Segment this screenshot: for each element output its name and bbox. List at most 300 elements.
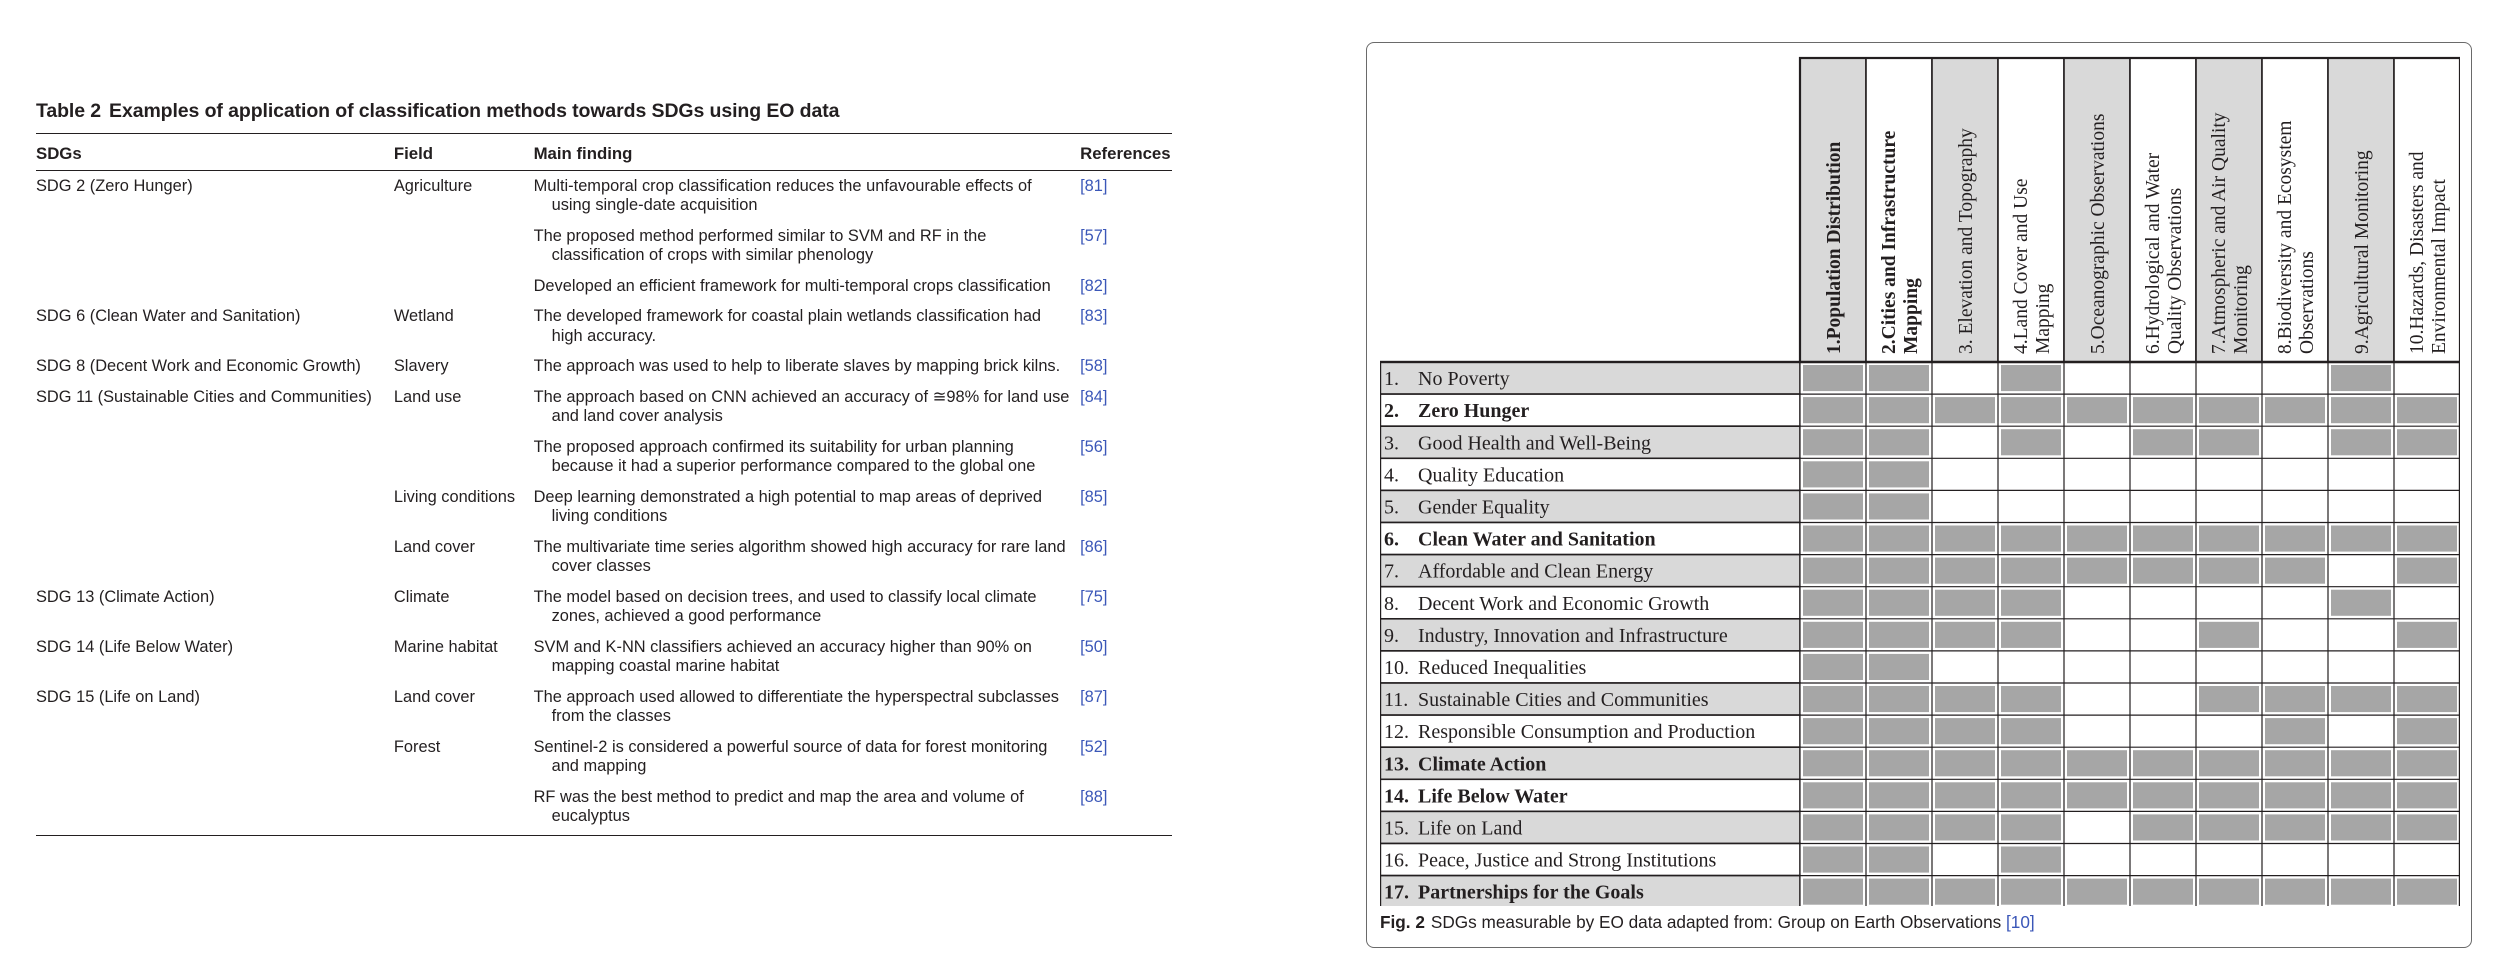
matrix-cell-filled	[2133, 782, 2193, 808]
table-row	[36, 582, 1172, 632]
matrix-cell-filled	[1803, 590, 1863, 616]
matrix-cell-filled	[2331, 590, 2391, 616]
row-label: Reduced Inequalities	[1418, 656, 1587, 679]
matrix-cell-bg	[2196, 844, 2262, 876]
finding-cell: The model based on decision trees, and used to classify local climate zones, achieved a good performance	[533, 587, 1037, 625]
reference-link[interactable]: [86]	[1080, 537, 1108, 556]
table-number: Table 2	[36, 100, 102, 122]
row-number: 11.	[1384, 689, 1409, 712]
matrix-cell-filled	[1869, 590, 1929, 616]
matrix-cell-filled	[1803, 686, 1863, 712]
matrix-cell-bg	[2262, 362, 2328, 394]
row-label: Life Below Water	[1418, 785, 1568, 808]
row-number: 6.	[1384, 528, 1399, 551]
matrix-cell-bg	[1932, 844, 1998, 876]
row-number: 1.	[1384, 368, 1399, 391]
matrix-cell-bg	[2130, 362, 2196, 394]
reference-link[interactable]: [58]	[1080, 357, 1108, 375]
field-cell: Land cover	[393, 687, 475, 706]
row-label: Clean Water and Sanitation	[1418, 528, 1656, 551]
matrix-cell-filled	[2331, 750, 2391, 776]
sdg-cell: SDG 14 (Life Below Water)	[36, 637, 234, 656]
finding-cell: Developed an efficient framework for multi-temporal crops classification	[533, 276, 1051, 295]
matrix-cell-filled	[1935, 782, 1995, 808]
header-field: Field	[394, 134, 534, 171]
matrix-cell-bg	[2130, 651, 2196, 683]
reference-link[interactable]: [81]	[1080, 176, 1108, 195]
matrix-cell-filled	[1935, 879, 1995, 905]
matrix-cell-bg	[2394, 651, 2460, 683]
matrix-cell-filled	[2001, 847, 2061, 873]
matrix-cell-bg	[2064, 426, 2130, 458]
row-number: 2.	[1384, 400, 1399, 423]
matrix-cell-filled	[2397, 526, 2457, 552]
sdg-cell: SDG 8 (Decent Work and Economic Growth)	[36, 357, 361, 375]
matrix-cell-filled	[2199, 750, 2259, 776]
column-header-label: 10.Hazards, Disasters and	[2407, 151, 2428, 354]
matrix-cell-filled	[2199, 397, 2259, 423]
matrix-cell-bg	[2196, 715, 2262, 747]
matrix-cell-filled	[2331, 879, 2391, 905]
finding-cell: SVM and K-NN classifiers achieved an accuracy higher than 90% on mapping coastal marine habitat	[533, 637, 1032, 675]
row-number: 15.	[1384, 817, 1409, 840]
reference-link[interactable]: [52]	[1080, 737, 1108, 756]
matrix-cell-filled	[1869, 622, 1929, 648]
matrix-cell-filled	[1803, 429, 1863, 455]
matrix-cell-bg	[2130, 619, 2196, 651]
matrix-cell-filled	[1869, 686, 1929, 712]
row-number: 14.	[1384, 785, 1409, 808]
row-label: Life on Land	[1418, 817, 1523, 840]
row-number: 4.	[1384, 464, 1399, 487]
matrix-cell-filled	[1803, 558, 1863, 584]
header-sdgs: SDGs	[36, 134, 394, 171]
matrix-cell-bg	[2130, 458, 2196, 490]
row-number: 12.	[1384, 721, 1409, 744]
table-row	[36, 271, 1172, 302]
reference-link[interactable]: [83]	[1080, 307, 1108, 325]
matrix-cell-filled	[1869, 879, 1929, 905]
finding-cell: The approach was used to help to liberate slaves by mapping brick kilns.	[533, 357, 1061, 375]
matrix-cell-filled	[2199, 622, 2259, 648]
matrix-cell-filled	[1869, 429, 1929, 455]
column-header-label: 5.Oceanographic Observations	[2088, 113, 2109, 354]
matrix-cell-filled	[1803, 526, 1863, 552]
reference-link[interactable]: [57]	[1080, 226, 1108, 245]
table-body	[36, 170, 1172, 835]
matrix-cell-bg	[2262, 426, 2328, 458]
classification-table	[36, 133, 1172, 836]
matrix-cell-filled	[2067, 750, 2127, 776]
figure-caption-text: SDGs measurable by EO data adapted from: Group on Earth Observations	[1430, 912, 2002, 932]
matrix-cell-bg	[2064, 619, 2130, 651]
matrix-cell-filled	[1935, 558, 1995, 584]
matrix-cell-filled	[2265, 526, 2325, 552]
matrix-cell-filled	[1803, 782, 1863, 808]
table-caption	[36, 100, 1172, 123]
matrix-cell-bg	[2394, 490, 2460, 522]
matrix-cell-filled	[2199, 686, 2259, 712]
matrix-cell-bg	[1932, 458, 1998, 490]
row-label: Affordable and Clean Energy	[1418, 560, 1654, 583]
matrix-cell-filled	[2001, 686, 2061, 712]
matrix-cell-filled	[2199, 526, 2259, 552]
finding-cell: The proposed method performed similar to SVM and RF in the classification of crops with similar phenology	[533, 226, 987, 264]
table-row	[36, 432, 1172, 482]
column-header-label: 3. Elevation and Topography	[1956, 128, 1977, 354]
matrix-cell-filled	[1869, 461, 1929, 487]
row-label: Gender Equality	[1418, 496, 1550, 519]
matrix-cell-bg	[2328, 651, 2394, 683]
row-label: Quality Education	[1418, 464, 1565, 487]
column-header-label: 6.Hydrological and Water	[2143, 152, 2164, 354]
matrix-cell-bg	[2394, 587, 2460, 619]
matrix-cell-filled	[2001, 429, 2061, 455]
matrix-cell-bg	[2262, 490, 2328, 522]
matrix-cell-filled	[1869, 782, 1929, 808]
table-row	[36, 482, 1172, 532]
matrix-cell-filled	[1935, 814, 1995, 840]
matrix-cell-filled	[1803, 879, 1863, 905]
table-2	[36, 100, 1172, 836]
row-number: 13.	[1384, 753, 1409, 776]
finding-cell: RF was the best method to predict and map the area and volume of eucalyptus	[534, 782, 1075, 836]
matrix-cell-filled	[2397, 397, 2457, 423]
finding-cell: Sentinel-2 is considered a powerful source of data for forest monitoring and mapping	[533, 737, 1048, 775]
column-header-label: Observations	[2297, 251, 2318, 354]
matrix-cell-filled	[1803, 622, 1863, 648]
matrix-cell-filled	[2265, 814, 2325, 840]
matrix-cell-bg	[2262, 458, 2328, 490]
matrix-cell-filled	[2133, 397, 2193, 423]
field-cell: Marine habitat	[393, 637, 498, 656]
matrix-cell-filled	[1935, 622, 1995, 648]
matrix-cell-bg	[2328, 844, 2394, 876]
matrix-cell-filled	[2397, 814, 2457, 840]
finding-cell: The developed framework for coastal plain wetlands classification had high accuracy.	[533, 307, 1042, 345]
row-number: 7.	[1384, 560, 1399, 583]
field-cell	[394, 432, 534, 482]
field-cell: Land use	[393, 387, 462, 406]
matrix-cell-bg	[1932, 426, 1998, 458]
matrix-cell-bg	[2328, 490, 2394, 522]
reference-link[interactable]: [85]	[1080, 487, 1108, 506]
matrix-cell-filled	[2265, 782, 2325, 808]
column-header-label: Quality Observations	[2165, 187, 2186, 354]
row-label: Zero Hunger	[1418, 400, 1530, 423]
header-main-finding: Main finding	[534, 134, 1075, 171]
row-number: 17.	[1384, 881, 1409, 904]
matrix-cell-filled	[1869, 526, 1929, 552]
matrix-cell-filled	[2265, 879, 2325, 905]
matrix-cell-bg	[2130, 490, 2196, 522]
reference-link[interactable]: [75]	[1080, 587, 1108, 606]
sdg-eo-matrix	[1380, 56, 2460, 906]
matrix-cell-bg	[2064, 458, 2130, 490]
column-header-label: Monitoring	[2231, 265, 2252, 354]
table-row	[36, 301, 1172, 351]
matrix-cell-filled	[2001, 814, 2061, 840]
matrix-cell-bg	[2328, 458, 2394, 490]
reference-link[interactable]: [56]	[1080, 437, 1108, 456]
matrix-cell-bg	[2064, 651, 2130, 683]
matrix-cell-filled	[2265, 397, 2325, 423]
field-cell: Climate	[393, 587, 450, 606]
matrix-cell-filled	[1803, 461, 1863, 487]
matrix-cell-bg	[1998, 458, 2064, 490]
matrix-cell-filled	[2199, 558, 2259, 584]
matrix-cell-bg	[2328, 555, 2394, 587]
matrix-cell-filled	[1935, 397, 1995, 423]
matrix-cell-filled	[2067, 397, 2127, 423]
figure-caption	[1380, 912, 2035, 933]
matrix-cell-bg	[1932, 490, 1998, 522]
matrix-cell-filled	[1869, 397, 1929, 423]
matrix-cell-filled	[2001, 622, 2061, 648]
sdg-cell	[36, 532, 394, 582]
matrix-cell-bg	[2196, 587, 2262, 619]
matrix-cell-filled	[2001, 526, 2061, 552]
matrix-cell-filled	[2265, 558, 2325, 584]
matrix-cell-bg	[2064, 715, 2130, 747]
reference-link[interactable]: [84]	[1080, 387, 1108, 406]
matrix-cell-filled	[2001, 782, 2061, 808]
column-header-label: Mapping	[1901, 278, 1922, 354]
matrix-cell-filled	[2331, 429, 2391, 455]
table-row	[36, 170, 1172, 221]
table-row	[36, 732, 1172, 782]
matrix-cell-filled	[2199, 782, 2259, 808]
matrix-cell-filled	[1935, 590, 1995, 616]
matrix-cell-filled	[2397, 558, 2457, 584]
matrix-cell-filled	[1803, 365, 1863, 391]
field-cell	[394, 221, 534, 271]
reference-link[interactable]: [87]	[1080, 687, 1108, 706]
row-label: No Poverty	[1418, 368, 1510, 391]
matrix-cell-filled	[1803, 493, 1863, 519]
matrix-cell-filled	[1935, 718, 1995, 744]
matrix-cell-filled	[2001, 718, 2061, 744]
row-label: Responsible Consumption and Production	[1418, 721, 1756, 744]
column-header-label: Environmental Impact	[2429, 179, 2450, 354]
row-label: Sustainable Cities and Communities	[1418, 689, 1709, 712]
matrix-cell-filled	[2331, 397, 2391, 423]
figure-number: Fig. 2	[1380, 912, 1425, 932]
matrix-cell-filled	[1869, 718, 1929, 744]
matrix-cell-filled	[2133, 750, 2193, 776]
row-label: Partnerships for the Goals	[1418, 881, 1644, 904]
reference-link[interactable]: [82]	[1080, 276, 1108, 295]
reference-link[interactable]: [50]	[1080, 637, 1108, 656]
matrix-cell-filled	[1935, 526, 1995, 552]
row-number: 3.	[1384, 432, 1399, 455]
field-cell	[394, 782, 534, 836]
matrix-cell-filled	[1869, 558, 1929, 584]
matrix-cell-filled	[2331, 365, 2391, 391]
sdg-cell	[36, 432, 394, 482]
table-row	[36, 351, 1172, 382]
matrix-cell-filled	[2001, 397, 2061, 423]
matrix-cell-filled	[2001, 879, 2061, 905]
finding-cell: Deep learning demonstrated a high potential to map areas of deprived living conditions	[533, 487, 1043, 525]
matrix-cell-bg	[2130, 587, 2196, 619]
sdg-cell	[36, 782, 394, 836]
matrix-cell-filled	[2199, 879, 2259, 905]
row-label: Climate Action	[1418, 753, 1547, 776]
matrix-cell-filled	[2067, 558, 2127, 584]
matrix-cell-bg	[2064, 362, 2130, 394]
matrix-cell-bg	[2328, 619, 2394, 651]
matrix-cell-bg	[2064, 683, 2130, 715]
matrix-cell-filled	[1803, 397, 1863, 423]
table-row	[36, 632, 1172, 682]
row-number: 16.	[1384, 849, 1409, 872]
matrix-cell-bg	[2064, 587, 2130, 619]
column-header-label: 8.Biodiversity and Ecosystem	[2275, 120, 2296, 354]
matrix-cell-bg	[2064, 811, 2130, 843]
matrix-cell-bg	[2262, 619, 2328, 651]
sdg-cell	[36, 221, 394, 271]
matrix-cell-filled	[2199, 429, 2259, 455]
matrix-cell-bg	[2328, 715, 2394, 747]
matrix-cell-bg	[2196, 362, 2262, 394]
matrix-cell-filled	[2331, 782, 2391, 808]
matrix-cell-bg	[2394, 844, 2460, 876]
matrix-cell-bg	[2064, 490, 2130, 522]
matrix-cell-filled	[2397, 879, 2457, 905]
matrix-cell-filled	[2067, 879, 2127, 905]
matrix-cell-filled	[1869, 814, 1929, 840]
matrix-cell-bg	[2130, 844, 2196, 876]
matrix-cell-bg	[2130, 683, 2196, 715]
field-cell: Slavery	[393, 357, 449, 375]
column-header-label: 2.Cities and Infrastructure	[1879, 130, 1900, 354]
sdg-cell: SDG 6 (Clean Water and Sanitation)	[36, 307, 301, 325]
matrix-cell-filled	[2397, 622, 2457, 648]
field-cell: Forest	[393, 737, 441, 756]
figure-caption-ref[interactable]: [10]	[2006, 912, 2035, 932]
row-number: 9.	[1384, 624, 1399, 647]
matrix-cell-filled	[1869, 365, 1929, 391]
matrix-cell-bg	[2262, 651, 2328, 683]
row-label: Industry, Innovation and Infrastructure	[1418, 624, 1728, 647]
field-cell: Living conditions	[393, 487, 516, 506]
sdg-cell	[36, 482, 394, 532]
matrix-cell-filled	[2331, 526, 2391, 552]
table-row	[36, 532, 1172, 582]
matrix-cell-filled	[2067, 782, 2127, 808]
finding-cell: The approach used allowed to differentiate the hyperspectral subclasses from the classes	[533, 687, 1060, 725]
matrix-cell-filled	[2265, 718, 2325, 744]
matrix-cell-bg	[2394, 458, 2460, 490]
sdg-cell	[36, 732, 394, 782]
column-header-label: 9.Agricultural Monitoring	[2352, 150, 2373, 354]
matrix-cell-filled	[1803, 750, 1863, 776]
matrix-cell-filled	[1803, 814, 1863, 840]
matrix-cell-filled	[1869, 847, 1929, 873]
finding-cell: The multivariate time series algorithm showed high accuracy for rare land cover classes	[533, 537, 1066, 575]
matrix-cell-filled	[2001, 365, 2061, 391]
header-references: References	[1074, 134, 1172, 171]
field-cell: Agriculture	[393, 176, 473, 195]
row-label: Peace, Justice and Strong Institutions	[1418, 849, 1717, 872]
matrix-cell-filled	[1869, 750, 1929, 776]
matrix-cell-bg	[2262, 587, 2328, 619]
table-row	[36, 382, 1172, 432]
sdg-cell: SDG 11 (Sustainable Cities and Communities)	[36, 387, 372, 406]
matrix-cell-filled	[2133, 879, 2193, 905]
matrix-cell-filled	[2397, 718, 2457, 744]
matrix-cell-filled	[2001, 590, 2061, 616]
matrix-cell-filled	[2397, 750, 2457, 776]
matrix-cell-filled	[2265, 686, 2325, 712]
row-label: Good Health and Well-Being	[1418, 432, 1651, 455]
matrix-cell-bg	[2064, 844, 2130, 876]
matrix-cell-bg	[1998, 651, 2064, 683]
matrix-cell-filled	[2199, 814, 2259, 840]
matrix-cell-bg	[1932, 651, 1998, 683]
matrix-cell-filled	[2067, 526, 2127, 552]
table-row	[36, 682, 1172, 732]
table-header-row	[36, 134, 1172, 171]
field-cell: Wetland	[393, 307, 454, 325]
column-header-label: 4.Land Cover and Use	[2011, 178, 2032, 354]
matrix-cell-filled	[1935, 686, 1995, 712]
row-number: 8.	[1384, 592, 1399, 615]
row-number: 5.	[1384, 496, 1399, 519]
finding-cell: The proposed approach confirmed its suitability for urban planning because it had a superior performance compared to the global one	[533, 437, 1036, 475]
matrix-cell-filled	[1869, 493, 1929, 519]
matrix-cell-filled	[2397, 686, 2457, 712]
sdg-cell: SDG 15 (Life on Land)	[36, 687, 201, 706]
column-header-label: Mapping	[2033, 283, 2054, 354]
matrix-cell-filled	[1935, 750, 1995, 776]
matrix-cell-filled	[2133, 526, 2193, 552]
matrix-cell-filled	[2397, 782, 2457, 808]
reference-link[interactable]: [88]	[1074, 782, 1172, 836]
matrix-cell-filled	[1803, 654, 1863, 680]
matrix-cell-bg	[2196, 490, 2262, 522]
table-row	[36, 221, 1172, 271]
matrix-cell-filled	[2397, 429, 2457, 455]
table-title: Examples of application of classification methods towards SDGs using EO data	[109, 100, 840, 122]
matrix-cell-filled	[2001, 750, 2061, 776]
column-header-label: 7.Atmospheric and Air Quality	[2209, 112, 2230, 354]
matrix-cell-filled	[2133, 814, 2193, 840]
field-cell: Land cover	[393, 537, 475, 556]
sdg-cell: SDG 13 (Climate Action)	[36, 587, 215, 606]
sdg-cell	[36, 271, 394, 302]
matrix-cell-filled	[2133, 558, 2193, 584]
matrix-cell-bg	[1932, 362, 1998, 394]
matrix-cell-filled	[1869, 654, 1929, 680]
row-number: 10.	[1384, 656, 1409, 679]
table-row	[36, 782, 1172, 836]
finding-cell: Multi-temporal crop classification reduces the unfavourable effects of using single-date acquisition	[533, 176, 1032, 214]
matrix-cell-filled	[2001, 558, 2061, 584]
matrix-cell-filled	[1803, 847, 1863, 873]
finding-cell: The approach based on CNN achieved an accuracy of ≅98% for land use and land cover analysis	[533, 387, 1070, 425]
column-header-label: 1.Population Distribution	[1824, 141, 1845, 354]
matrix-cell-bg	[2130, 715, 2196, 747]
matrix-cell-filled	[2331, 814, 2391, 840]
matrix-cell-bg	[2262, 844, 2328, 876]
matrix-cell-filled	[2133, 429, 2193, 455]
matrix-cell-filled	[2265, 750, 2325, 776]
matrix-cell-filled	[1803, 718, 1863, 744]
sdg-cell: SDG 2 (Zero Hunger)	[36, 176, 193, 195]
matrix-cell-filled	[2331, 686, 2391, 712]
